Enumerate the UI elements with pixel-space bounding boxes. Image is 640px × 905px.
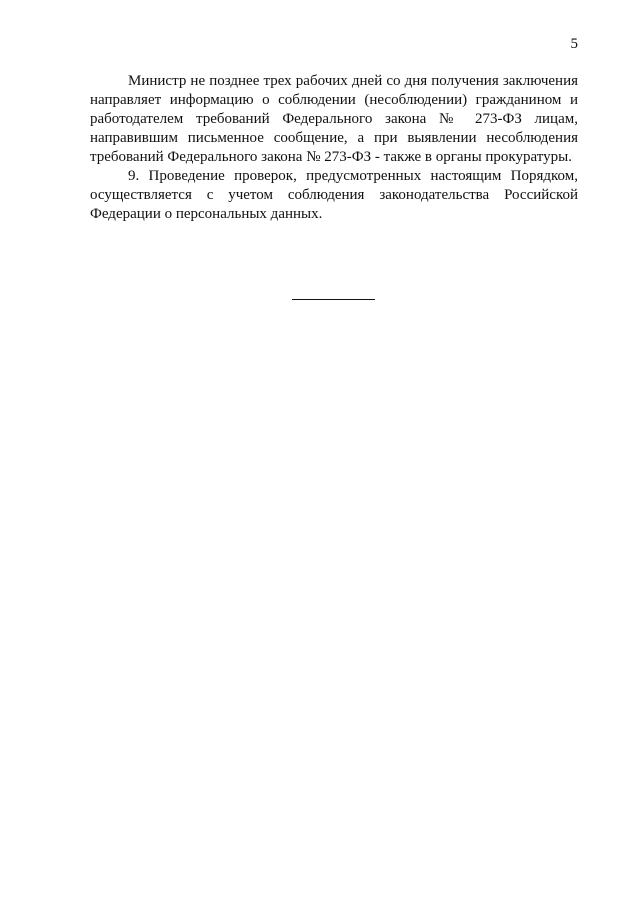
document-body bbox=[90, 72, 578, 224]
paragraph-9-personal-data: 9. Проведение проверок, предусмотренных настоящим Порядком, осуществляется с учетом соблюдения законодательства Российской Федерации о персональных данных. bbox=[90, 168, 578, 222]
paragraph-minister-information: Министр не позднее трех рабочих дней со дня получения заключения направляет информацию о соблюдении (несоблюдении) гражданином и работодателем требований Федерального закона № 273-ФЗ лицам, направившим письменное сообщение, а при выявлении несоблюдения требований Федерального закона № 273-ФЗ - также в органы прокуратуры. bbox=[90, 73, 578, 165]
page-number: 5 bbox=[570, 36, 578, 52]
end-of-text-rule bbox=[292, 299, 375, 300]
